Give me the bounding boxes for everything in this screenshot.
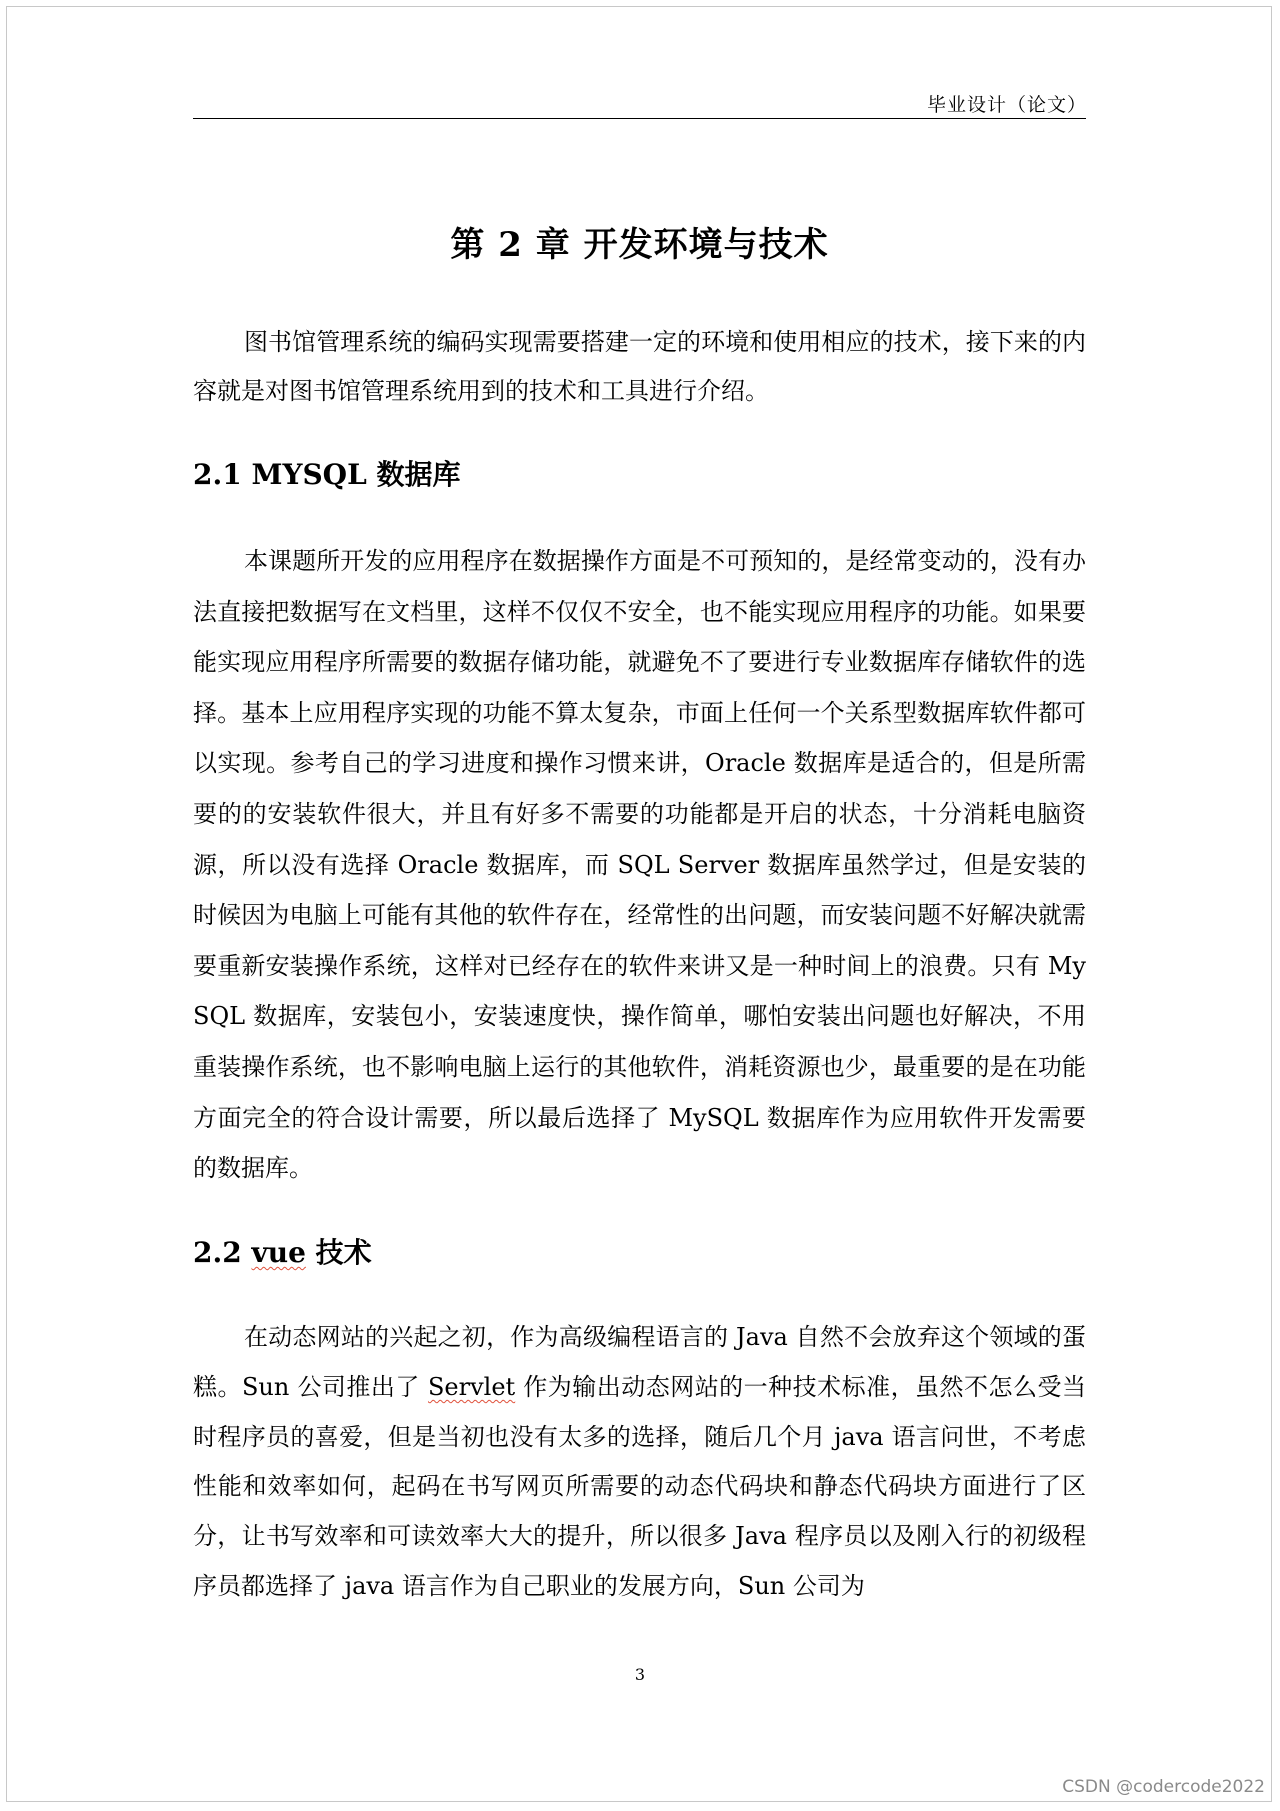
section-heading-vue	[193, 1233, 372, 1273]
csdn-watermark: CSDN @codercode2022	[1062, 1777, 1265, 1797]
vue-paragraph-part1: 在动态网站的兴起之初，作为高级编程语言的 Java 自然不会放弃这个领域的蛋糕。Sun 公司推出了	[193, 1323, 1086, 1401]
section-number: 2.1	[193, 458, 242, 491]
chapter-title: 第 2 章 开发环境与技术	[450, 225, 829, 265]
spellcheck-word-servlet: Servlet	[427, 1372, 516, 1401]
header-rule	[193, 118, 1086, 119]
intro-paragraph: 图书馆管理系统的编码实现需要搭建一定的环境和使用相应的技术，接下来的内容就是对图书馆管理系统用到的技术和工具进行介绍。	[193, 328, 1086, 405]
vue-paragraph	[193, 1313, 1086, 1612]
vue-paragraph-part2: 作为输出动态网站的一种技术标准，虽然不怎么受当时程序员的喜爱，但是当初也没有太多的选择，随后几个月 java 语言问世，不考虑性能和效率如何，起码在书写网页所需要的动态代码块和静态代码块方面进行了区分，让书写效率和可读效率大大的提升，所以很多 Java 程序员以及刚入行的初级程序员都选择了 java 语言作为自己职业的发展方向，Sun 公司为	[193, 1372, 1086, 1600]
section-heading-mysql	[193, 455, 461, 495]
mysql-paragraph: 本课题所开发的应用程序在数据操作方面是不可预知的，是经常变动的，没有办法直接把数据写在文档里，这样不仅仅不安全，也不能实现应用程序的功能。如果要能实现应用程序所需要的数据存储功能，就避免不了要进行专业数据库存储软件的选择。基本上应用程序实现的功能不算太复杂，市面上任何一个关系型数据库软件都可以实现。参考自己的学习进度和操作习惯来讲，Oracle 数据库是适合的，但是所需要的的安装软件很大，并且有好多不需要的功能都是开启的状态，十分消耗电脑资源，所以没有选择 Oracle 数据库，而 SQL Server 数据库虽然学过，但是安装的时候因为电脑上可能有其他的软件存在，经常性的出问题，而安装问题不好解决就需要重新安装操作系统，这样对已经存在的软件来讲又是一种时间上的浪费。只有 MySQL 数据库，安装包小，安装速度快，操作简单，哪怕安装出问题也好解决，不用重装操作系统，也不影响电脑上运行的其他软件，消耗资源也少，最重要的是在功能方面完全的符合设计需要，所以最后选择了 MySQL 数据库作为应用软件开发需要的数据库。	[193, 547, 1086, 1183]
section-number: 2.2	[193, 1236, 242, 1269]
section-title-suffix: 技术	[305, 1236, 372, 1269]
spellcheck-word-vue: vue	[251, 1236, 306, 1269]
running-header: 毕业设计（论文）	[926, 94, 1087, 116]
section-title: MYSQL 数据库	[251, 458, 461, 491]
page-number: 3	[634, 1665, 646, 1684]
